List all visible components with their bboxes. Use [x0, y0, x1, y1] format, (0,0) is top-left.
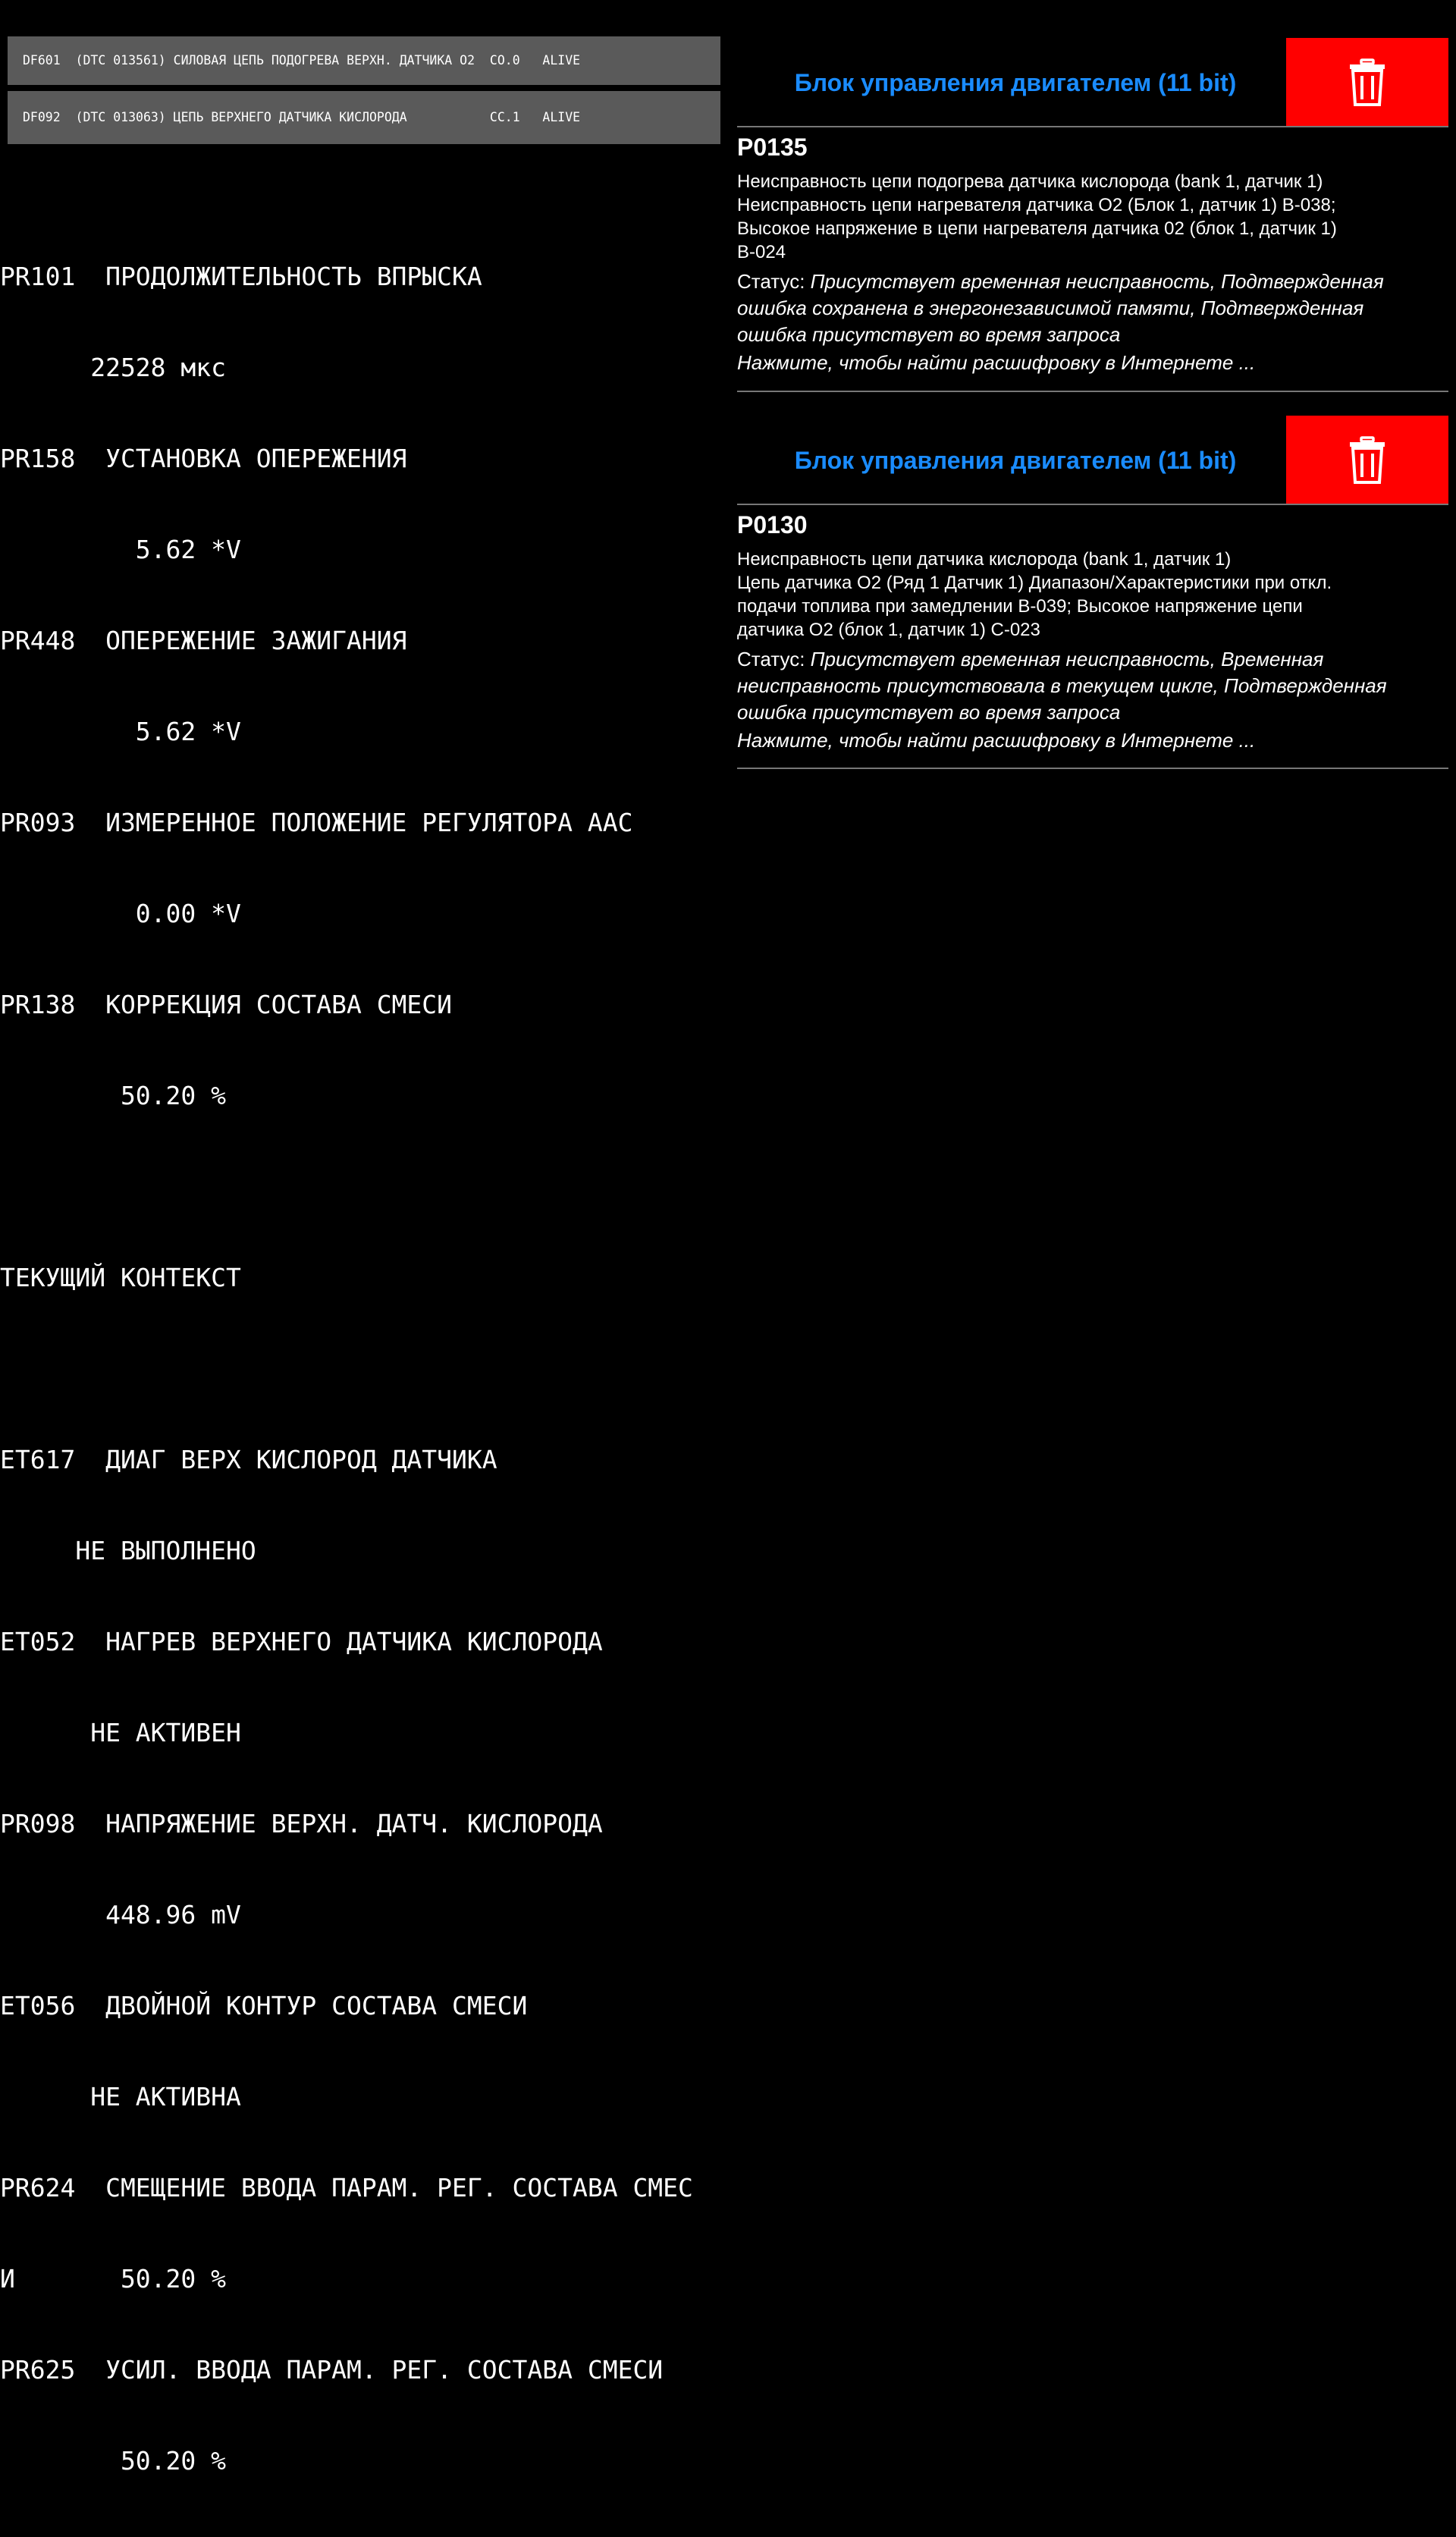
ecu-header — [737, 38, 1448, 127]
search-online-link[interactable]: Нажмите, чтобы найти расшифровку в Интернете ... — [737, 729, 1256, 752]
delete-button[interactable] — [1286, 416, 1448, 505]
description-line: Цепь датчика O2 (Ряд 1 Датчик 1) Диапазон/Характеристики при откл. — [737, 573, 1332, 593]
description-line: Высокое напряжение в цепи нагревателя датчика 02 (блок 1, датчик 1) — [737, 218, 1337, 239]
param-line: ET617 ДИАГ ВЕРХ КИСЛОРОД ДАТЧИКА — [0, 1445, 497, 1474]
error-code: P0130 — [737, 511, 808, 538]
param-value: 50.20 % — [0, 2446, 227, 2476]
description-line: Неисправность цепи нагревателя датчика O2 (Блок 1, датчик 1) B-038; — [737, 195, 1336, 215]
section-heading: ТЕКУЩИЙ КОНТЕКСТ — [0, 1263, 241, 1292]
status-value: ошибка присутствует во время запроса — [737, 701, 1121, 724]
param-line: PR158 УСТАНОВКА ОПЕРЕЖЕНИЯ — [0, 444, 407, 473]
param-line: PR101 ПРОДОЛЖИТЕЛЬНОСТЬ ВПРЫСКА — [0, 262, 482, 291]
param-value: 5.62 *V — [0, 717, 241, 746]
description-line: Неисправность цепи подогрева датчика кислорода (bank 1, датчик 1) — [737, 171, 1323, 192]
status-value: Присутствует временная неисправность, Временная — [810, 648, 1324, 670]
param-value: И 50.20 % — [0, 2264, 227, 2294]
error-status — [737, 646, 1448, 726]
status-value: Присутствует временная неисправность, Подтвержденная — [810, 270, 1384, 293]
status-value: неисправность присутствовала в текущем цикле, Подтвержденная — [737, 674, 1387, 697]
divider — [737, 504, 1448, 505]
trash-icon — [1348, 436, 1386, 485]
param-line: PR098 НАПРЯЖЕНИЕ ВЕРХН. ДАТЧ. КИСЛОРОДА — [0, 1809, 603, 1838]
param-line: ET056 ДВОЙНОЙ КОНТУР СОСТАВА СМЕСИ — [0, 1991, 528, 2020]
ecu-title: Блок управления двигателем (11 bit) — [794, 447, 1237, 474]
param-value: 0.00 *V — [0, 899, 241, 928]
description-line: Неисправность цепи датчика кислорода (bank 1, датчик 1) — [737, 549, 1232, 570]
param-line: PR624 СМЕЩЕНИЕ ВВОДА ПАРАМ. РЕГ. СОСТАВА СМЕС — [0, 2173, 693, 2203]
description-line: датчика O2 (блок 1, датчик 1) C-023 — [737, 620, 1040, 640]
error-card[interactable] — [737, 130, 1448, 377]
param-value: 22528 мкс — [0, 353, 227, 382]
search-online-link[interactable]: Нажмите, чтобы найти расшифровку в Интернете ... — [737, 351, 1256, 374]
param-line: PR138 КОРРЕКЦИЯ СОСТАВА СМЕСИ — [0, 990, 453, 1019]
diagnostic-output-panel — [0, 0, 728, 2476]
status-label: Статус: — [737, 270, 811, 293]
divider — [737, 391, 1448, 392]
parameter-list — [0, 201, 728, 2537]
status-value: ошибка присутствует во время запроса — [737, 323, 1121, 346]
error-description — [737, 170, 1448, 264]
divider — [737, 126, 1448, 127]
ecu-title: Блок управления двигателем (11 bit) — [794, 69, 1237, 96]
dtc-row[interactable]: DF092 (DTC 013063) ЦЕПЬ ВЕРХНЕГО ДАТЧИКА КИСЛОРОДА CC.1 ALIVE — [8, 91, 720, 144]
error-list-panel — [728, 0, 1456, 971]
error-status — [737, 268, 1448, 348]
param-value: 5.62 *V — [0, 535, 241, 564]
description-line: B-024 — [737, 242, 786, 262]
param-value: НЕ ВЫПОЛНЕНО — [0, 1536, 256, 1565]
blank-line — [0, 1354, 728, 1384]
param-value: НЕ АКТИВЕН — [0, 1718, 241, 1747]
param-line: PR625 УСИЛ. ВВОДА ПАРАМ. РЕГ. СОСТАВА СМЕСИ — [0, 2355, 664, 2385]
error-card[interactable] — [737, 508, 1448, 755]
param-line: PR093 ИЗМЕРЕННОЕ ПОЛОЖЕНИЕ РЕГУЛЯТОРА AAC — [0, 808, 633, 837]
param-value: НЕ АКТИВНА — [0, 2082, 241, 2112]
param-line: ET052 НАГРЕВ ВЕРХНЕГО ДАТЧИКА КИСЛОРОДА — [0, 1627, 603, 1656]
error-code: P0135 — [737, 133, 808, 161]
divider — [737, 768, 1448, 769]
status-value: ошибка сохранена в энергонезависимой памяти, Подтвержденная — [737, 297, 1364, 319]
delete-button[interactable] — [1286, 38, 1448, 127]
param-value: 50.20 % — [0, 1081, 227, 1110]
ecu-header — [737, 416, 1448, 505]
dtc-row[interactable]: DF601 (DTC 013561) СИЛОВАЯ ЦЕПЬ ПОДОГРЕВА ВЕРХН. ДАТЧИКА O2 CO.0 ALIVE — [8, 36, 720, 85]
status-label: Статус: — [737, 648, 811, 670]
description-line: подачи топлива при замедлении B-039; Высокое напряжение цепи — [737, 596, 1303, 617]
param-line: PR448 ОПЕРЕЖЕНИЕ ЗАЖИГАНИЯ — [0, 626, 407, 655]
trash-icon — [1348, 58, 1386, 107]
param-value: 448.96 mV — [0, 1900, 241, 1929]
error-description — [737, 548, 1448, 642]
blank-line — [0, 1172, 728, 1202]
